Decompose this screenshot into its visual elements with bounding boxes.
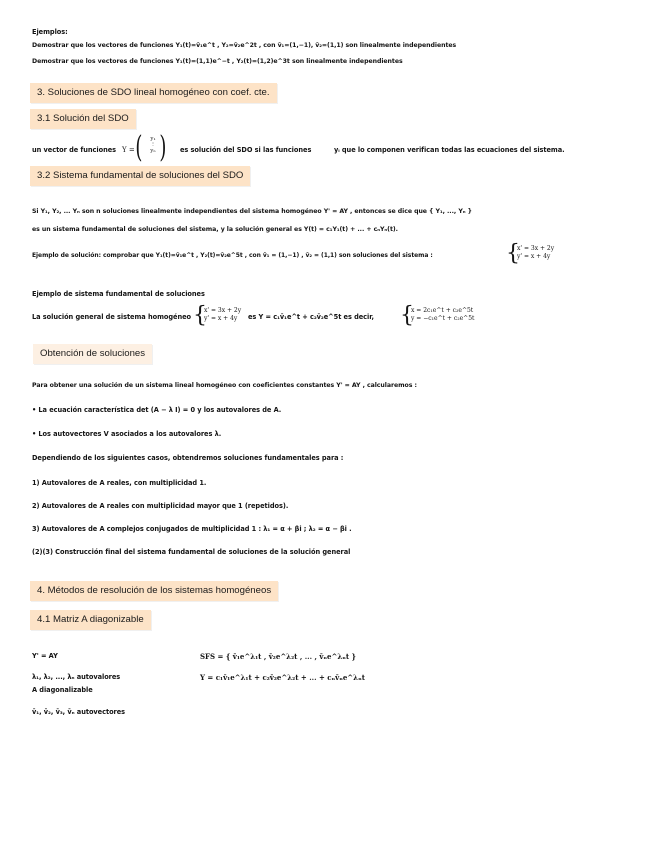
- system-2: [204, 307, 241, 323]
- obt-line-4: Dependiendo de los siguientes casos, obtendremos soluciones fundamentales para :: [32, 454, 344, 462]
- obtencion-header: Obtención de soluciones: [33, 344, 152, 364]
- s41-a4: v̄₁, v̄₂, v̄₃, v̄ₙ autovectores: [32, 708, 126, 716]
- s32-line-4: Ejemplo de sistema fundamental de soluciones: [32, 290, 205, 298]
- example-line-1: Demostrar que los vectores de funciones Y₁(t)=v̄₁e^t , Y₂=v̄₂e^2t , con v̄₁=(1,−1), v̄₂=(1,1) son linealmente independientes: [32, 42, 457, 49]
- obt-line-7: 3) Autovalores de A complejos conjugados de multiplicidad 1 : λ₁ = α + βi ; λ₂ = α − βi .: [32, 525, 352, 533]
- obt-line-2: • La ecuación característica det (A − λ I) = 0 y los autovalores de A.: [32, 406, 282, 414]
- vector-right-paren: ): [159, 130, 167, 165]
- system-1: [517, 245, 554, 261]
- vector-entry-1: y₁: [150, 136, 156, 142]
- s32-line-5b: es Y = c₁v̄₁e^t + c₂v̄₂e^5t es decir,: [248, 313, 374, 321]
- s31-vec-label: Y =: [122, 146, 135, 154]
- vector-entry-dots: ⋮: [150, 142, 156, 148]
- s31-text-b: es solución del SDO si las funciones: [180, 146, 312, 154]
- s31-text-a: un vector de funciones: [32, 146, 117, 154]
- s41-a2: λ₁, λ₂, ..., λₙ autovalores: [32, 673, 121, 681]
- section-3-2-header: 3.2 Sistema fundamental de soluciones del SDO: [30, 166, 250, 186]
- section-4-header: 4. Métodos de resolución de los sistemas homogéneos: [30, 581, 278, 601]
- s41-a1: Y' = AY: [32, 652, 58, 660]
- system-1-row-2: y' = x + 4y: [517, 253, 551, 260]
- obt-line-3: • Los autovectores V asociados a los autovalores λ.: [32, 430, 222, 438]
- obt-line-5: 1) Autovalores de A reales, con multiplicidad 1.: [32, 479, 207, 487]
- solution-row-1: x = 2c₁e^t + c₂e^5t: [411, 307, 474, 314]
- solution-brace: {: [400, 303, 414, 328]
- obt-line-6: 2) Autovalores de A reales con multiplicidad mayor que 1 (repetidos).: [32, 502, 289, 510]
- vector-entries: [146, 136, 160, 154]
- vector-entry-n: yₙ: [150, 148, 156, 154]
- section-4-1-header: 4.1 Matriz A diagonizable: [30, 610, 151, 630]
- s41-a3: A diagonalizable: [32, 686, 93, 694]
- system-2-row-2: y' = x + 4y: [204, 315, 238, 322]
- section-3-header: 3. Soluciones de SDO lineal homogéneo con coef. cte.: [30, 83, 277, 103]
- system-1-brace: {: [506, 241, 520, 266]
- vector-left-paren: (: [135, 130, 143, 165]
- system-1-row-1: x' = 3x + 2y: [517, 245, 555, 252]
- s32-line-3: Ejemplo de solución: comprobar que Y₁(t)=v̄₁e^t , Y₂(t)=v̄₂e^5t , con v̄₁ = (1,−1) , v̄₂ = (1,1) son soluciones del sistema :: [32, 252, 433, 259]
- s32-line-2: es un sistema fundamental de soluciones del sistema, y la solución general es Y(t) = c₁Y₁(t) + ... + cₙYₙ(t).: [32, 226, 398, 233]
- solution-row-2: y = −c₁e^t + c₂e^5t: [411, 315, 475, 322]
- examples-label: Ejemplos:: [32, 28, 68, 36]
- s32-line-5a: La solución general de sistema homogéneo: [32, 313, 192, 321]
- section-3-1-header: 3.1 Solución del SDO: [30, 109, 136, 129]
- solution-system: [411, 307, 474, 323]
- s31-text-c: yᵢ que lo componen verifican todas las ecuaciones del sistema.: [334, 146, 565, 154]
- obt-line-1: Para obtener una solución de un sistema lineal homogéneo con coeficientes constantes Y' = AY , calcularemos :: [32, 382, 417, 389]
- s41-general-solution: Y = c₁v̄₁e^λ₁t + c₂v̄₂e^λ₂t + ... + cₙv̄ₙe^λₙt: [200, 673, 365, 682]
- s41-sfs: SFS = { v̄₁e^λ₁t , v̄₂e^λ₂t , ... , v̄ₙe^λₙt }: [200, 652, 357, 661]
- system-2-row-1: x' = 3x + 2y: [204, 307, 242, 314]
- obt-line-8: (2)(3) Construcción final del sistema fundamental de soluciones de la solución general: [32, 548, 351, 556]
- s32-line-1: Si Y₁, Y₂, ... Yₙ son n soluciones linealmente independientes del sistema homogéneo Y' = AY , entonces se dice que { Y₁, ..., Yₙ }: [32, 208, 472, 215]
- example-line-2: Demostrar que los vectores de funciones Y₁(t)=(1,1)e^−t , Y₂(t)=(1,2)e^3t son linealmente independientes: [32, 58, 403, 65]
- system-2-brace: {: [193, 303, 207, 328]
